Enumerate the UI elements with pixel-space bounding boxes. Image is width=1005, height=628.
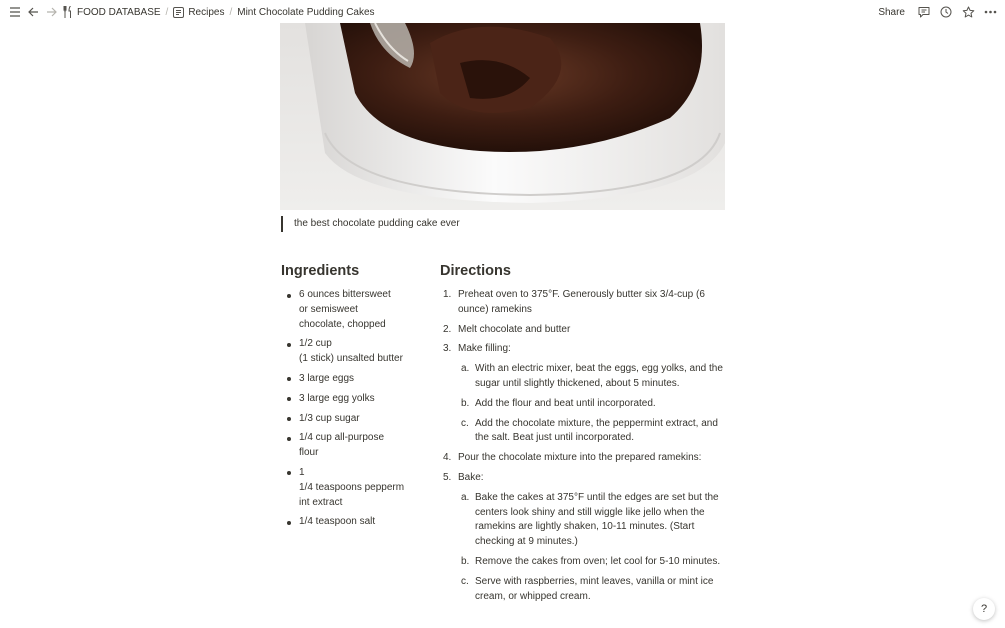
ingredient-item[interactable]: 3 large eggs [281,372,416,387]
help-button[interactable]: ? [973,598,995,620]
sub-step-text: Serve with raspberries, mint leaves, vanilla or mint ice cream, or whipped cream. [475,575,714,602]
sub-step-text: With an electric mixer, beat the eggs, egg yolks, and the sugar until slightly thickened, about 5 minutes. [475,363,723,389]
direction-step[interactable] [440,288,730,318]
sub-step-text: Remove the cakes from oven; let cool for 5-10 minutes. [475,555,721,567]
ingredient-item[interactable]: 1/4 teaspoon salt [281,515,416,530]
sub-step[interactable] [458,417,730,447]
directions-heading: Directions [440,263,511,279]
sub-step-letter: a. [461,363,470,375]
directions-list [440,288,730,604]
breadcrumb-separator: / [165,6,169,18]
step-number: 1. [443,289,452,300]
breadcrumb-separator: / [229,6,233,18]
sub-step[interactable] [458,575,730,605]
back-arrow-icon[interactable] [24,3,42,21]
step-text: Pour the chocolate mixture into the prepared ramekins: [458,452,702,464]
ingredient-item[interactable]: 1/4 cup all-purpose flour [281,431,416,461]
ingredient-item[interactable]: 1 1/4 teaspoons pepperm int extract [281,466,416,510]
breadcrumb-label: Mint Chocolate Pudding Cakes [237,6,375,18]
sub-step[interactable] [458,491,730,550]
top-bar [0,0,1005,23]
sub-step-text: Bake the cakes at 375°F until the edges are set but the centers look shiny and still wiggle like jello when the ramekins are lightly shaken, 10-11 minutes. (Start checking at 9 minutes.) [475,491,719,548]
menu-icon[interactable] [6,3,24,21]
step-text: Melt chocolate and butter [458,323,571,335]
step-number: 5. [443,471,452,483]
step-number: 3. [443,343,452,355]
star-icon[interactable] [959,3,977,21]
sub-step-letter: a. [461,491,470,503]
sub-step[interactable] [458,397,730,412]
cover-image [280,23,725,210]
top-bar-right [872,3,999,21]
sub-step-letter: b. [461,397,470,409]
step-text: Bake: [458,471,484,483]
direction-step[interactable] [440,342,730,446]
breadcrumb-current-page[interactable] [234,7,377,18]
comment-icon[interactable] [915,3,933,21]
forward-arrow-icon[interactable] [42,3,60,21]
chocolate-pudding-cake-photo [280,23,725,210]
sub-step-letter: c. [461,417,469,429]
step-number: 2. [443,323,452,335]
direction-step[interactable] [440,451,730,466]
clock-icon[interactable] [937,3,955,21]
sub-step-list [458,491,730,605]
share-button[interactable]: Share [878,6,905,18]
step-number: 4. [443,452,452,464]
directions-column [440,262,730,609]
more-options-icon[interactable] [981,3,999,21]
ingredient-item[interactable]: 6 ounces bittersweet or semisweet chocolate, chopped [281,288,416,332]
recipe-card-icon [173,7,184,18]
fork-knife-icon [63,6,73,18]
ingredient-item[interactable]: 1/2 cup (1 stick) unsalted butter [281,337,416,367]
breadcrumb-food-database[interactable] [60,6,164,18]
sub-step-letter: c. [461,575,469,587]
sub-step[interactable] [458,555,730,570]
ingredients-list [281,288,416,530]
ingredients-column [281,262,416,535]
direction-step[interactable] [440,471,730,604]
sub-step-text: Add the chocolate mixture, the peppermint extract, and the salt. Beat just until incorporated. [475,417,718,444]
ingredient-item[interactable]: 1/3 cup sugar [281,412,416,427]
step-text: Preheat oven to 375°F. Generously butter six 3/4-cup (6 ounce) ramekins [458,289,705,315]
sub-step-letter: b. [461,555,470,567]
ingredients-heading: Ingredients [281,263,360,279]
breadcrumb-label: FOOD DATABASE [77,6,161,18]
sub-step-text: Add the flour and beat until incorporated. [475,397,656,409]
step-text: Make filling: [458,343,511,355]
caption-quote[interactable]: the best chocolate pudding cake ever [281,216,460,232]
breadcrumb-recipes[interactable] [170,7,227,18]
ingredient-item[interactable]: 3 large egg yolks [281,392,416,407]
top-bar-left [6,3,378,21]
direction-step[interactable] [440,323,730,338]
sub-step[interactable] [458,362,730,392]
sub-step-list [458,362,730,446]
breadcrumb-label: Recipes [188,6,225,18]
